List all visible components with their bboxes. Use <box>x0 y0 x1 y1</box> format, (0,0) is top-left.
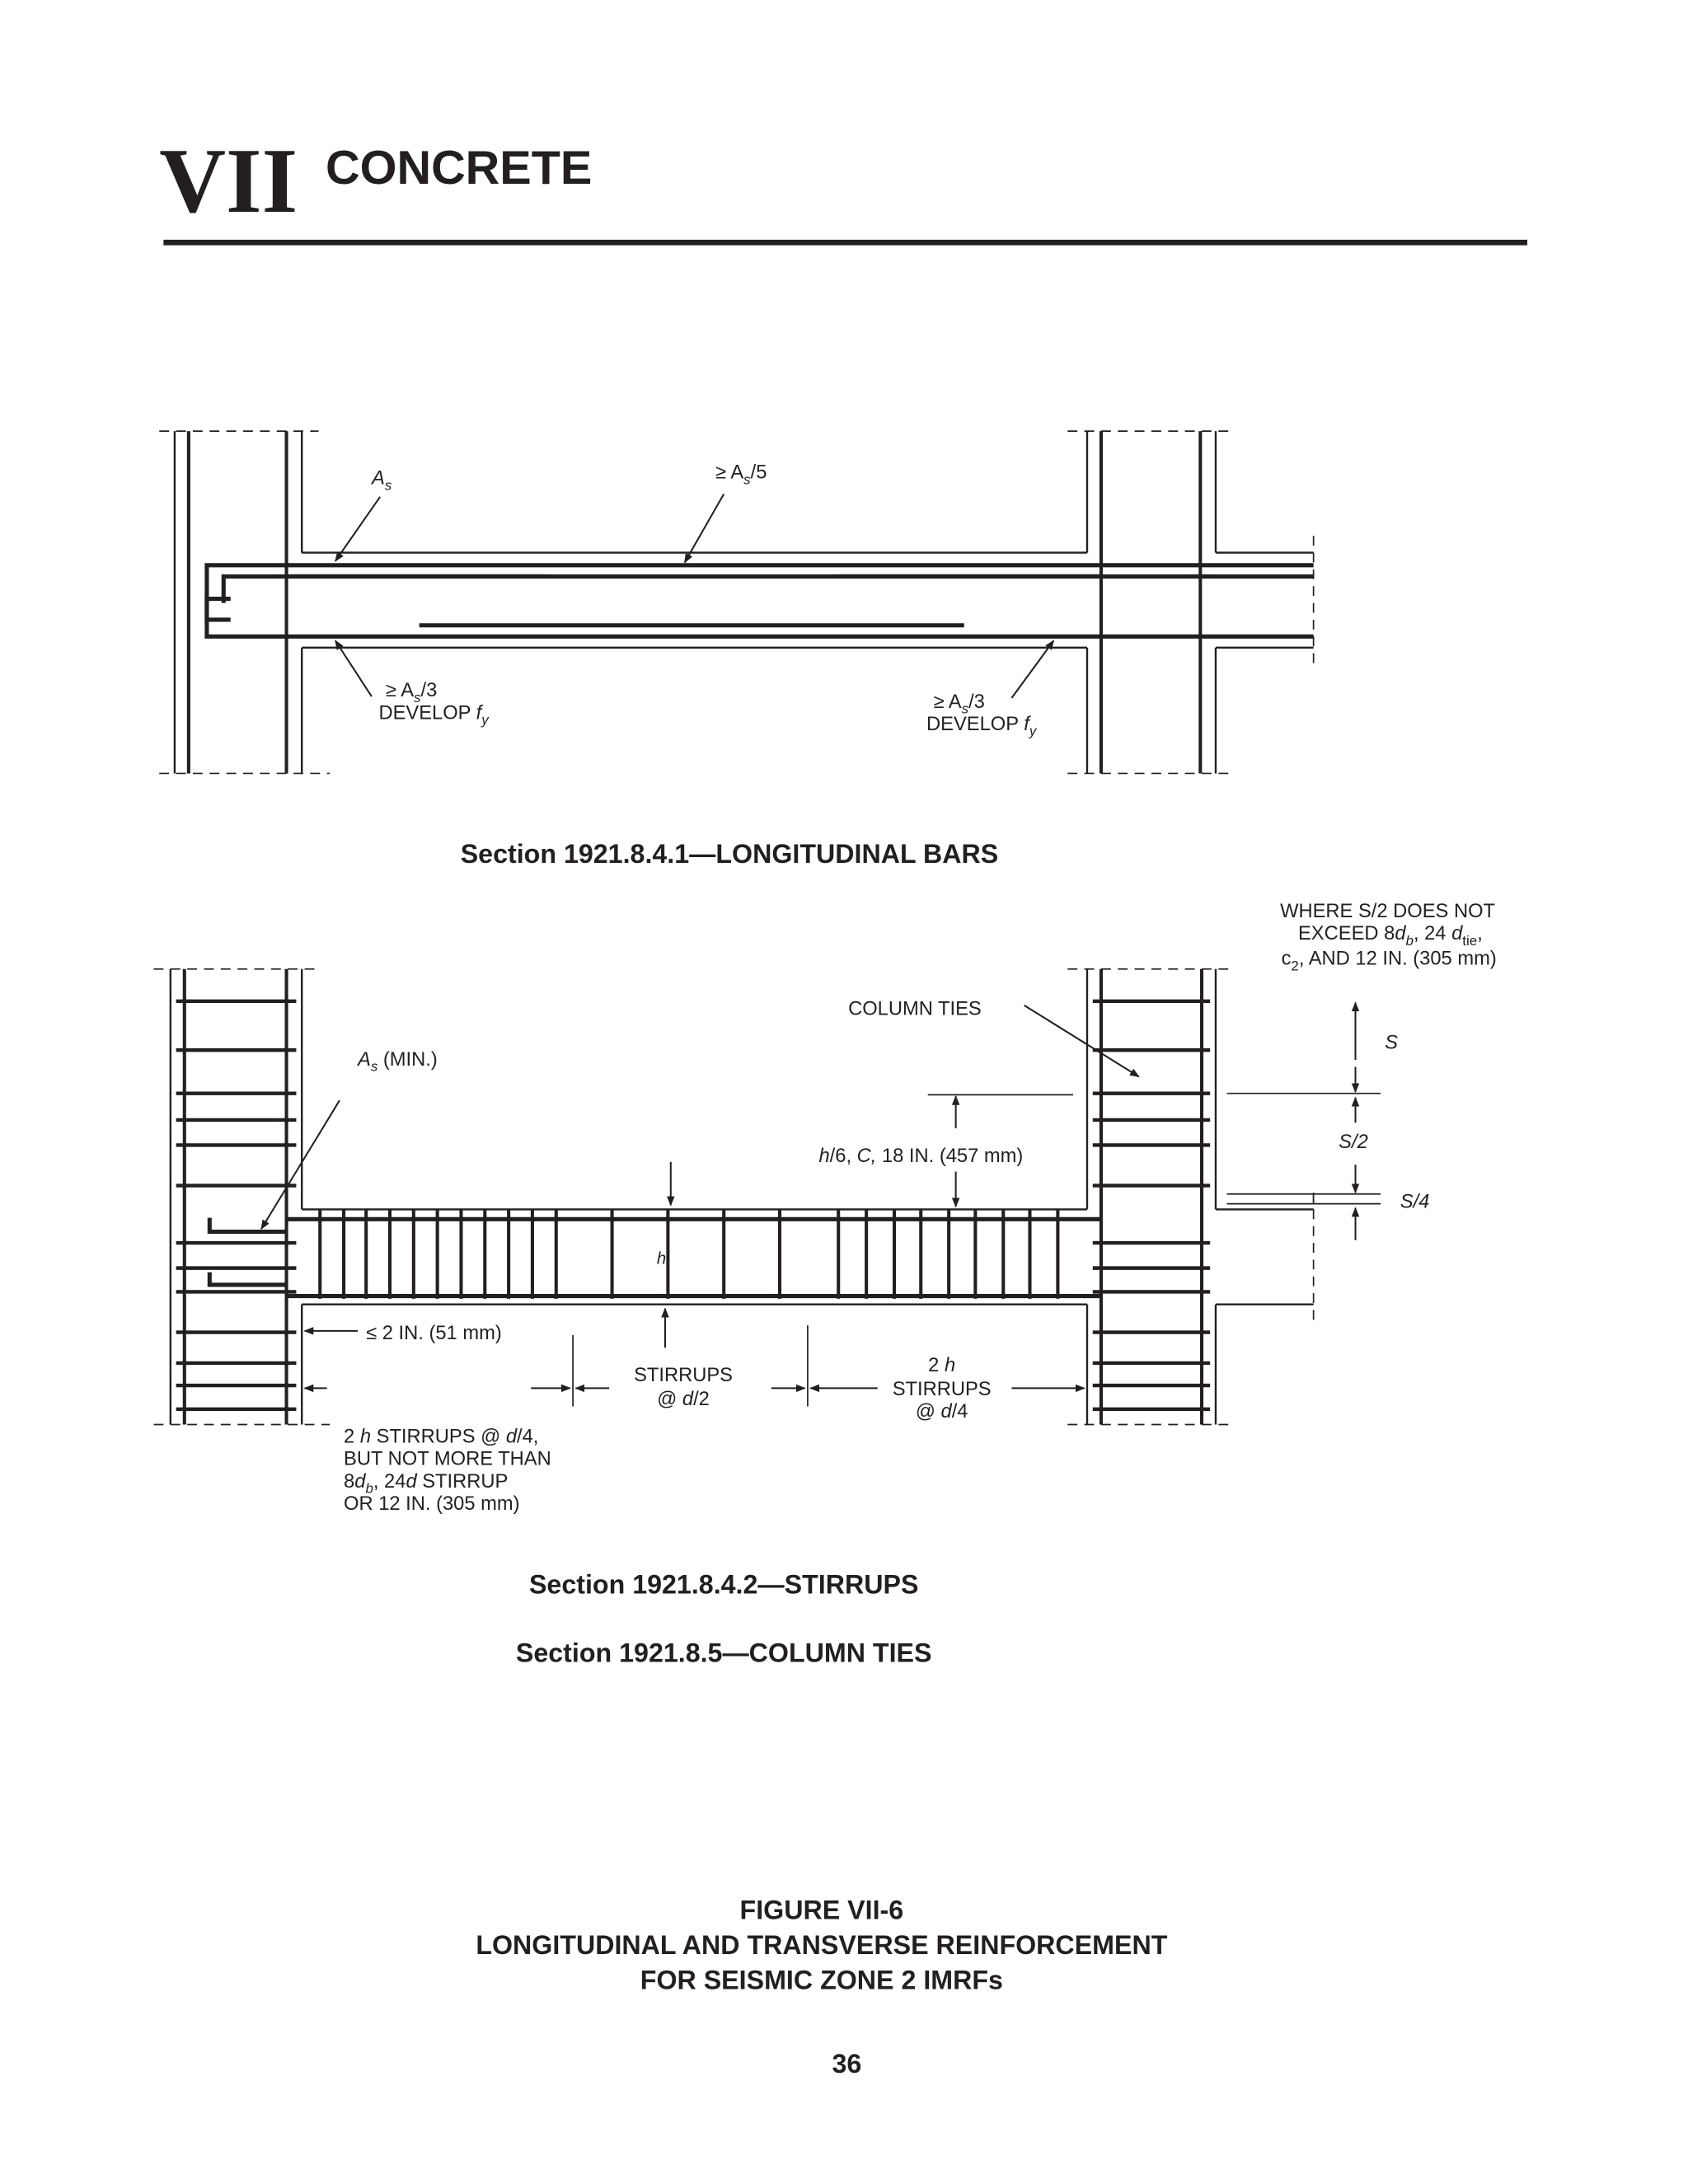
left-column-b <box>153 969 330 1425</box>
left-bottom-leader-arrow <box>335 640 372 696</box>
h-label: h <box>656 1249 667 1268</box>
le2-label: ≤ 2 IN. (51 mm) <box>366 1323 502 1345</box>
right-bottom-label-l2: DEVELOP $f_y$ <box>926 713 1037 739</box>
left-column <box>159 431 330 773</box>
left-bottom-label-l1: ≥ $A_s/3$ <box>385 680 438 705</box>
stirrups-diagram <box>153 901 1496 1668</box>
note-l3: $8d_b$, 24d STIRRUP <box>344 1470 509 1497</box>
stirrups-mid-l2: @ d/2 <box>657 1388 710 1410</box>
right-bottom-leader-arrow <box>1011 640 1053 698</box>
chapter-header <box>159 130 1527 242</box>
top-continuous-bar-inner <box>223 576 1313 602</box>
chapter-numeral: VII <box>159 129 298 232</box>
caption-column-ties: Section 1921.8.5—COLUMN TIES <box>515 1638 932 1668</box>
note-l1: 2 h STIRRUPS @ d/4, <box>344 1426 539 1448</box>
caption-stirrups: Section 1921.8.4.2—STIRRUPS <box>528 1569 919 1600</box>
where-note-l1: WHERE S/2 DOES NOT <box>1280 901 1496 923</box>
two-h-l1: 2 h <box>928 1355 956 1377</box>
longitudinal-bars-diagram <box>159 431 1313 869</box>
two-h-l3: @ d/4 <box>915 1401 968 1423</box>
where-note-l3: $c_2$, AND 12 IN. (305 mm) <box>1281 948 1497 974</box>
left-column-ties <box>176 1001 297 1409</box>
note-l4: OR 12 IN. (305 mm) <box>344 1493 520 1515</box>
note-l2: BUT NOT MORE THAN <box>344 1448 551 1470</box>
figure-number: FIGURE VII-6 <box>739 1895 904 1925</box>
s-label: S <box>1385 1032 1398 1054</box>
right-column <box>1067 431 1313 773</box>
as-label: $A_s$ <box>371 467 392 494</box>
where-note-l2: EXCEED $8d_b$, 24 $d_{tie}$, <box>1297 923 1483 949</box>
right-column-ties <box>1093 1001 1210 1409</box>
column-ties-label: COLUMN TIES <box>848 998 982 1020</box>
figure-title <box>476 1896 1167 1995</box>
beam-stirrups <box>320 1209 1057 1299</box>
top-labels <box>335 462 1053 739</box>
right-bottom-label-l1: ≥ $A_s/3$ <box>933 691 985 717</box>
hooked-bar-top <box>209 1218 286 1232</box>
longitudinal-bars <box>207 565 1314 636</box>
beam-b <box>209 1209 1101 1304</box>
s4-label: S/4 <box>1400 1191 1430 1213</box>
as5-label: ≥ $A_s/5$ <box>715 462 767 488</box>
chapter-title: CONCRETE <box>326 142 593 195</box>
page-number: 36 <box>832 2049 862 2079</box>
column-ties-arrow <box>1025 1005 1139 1076</box>
top-continuous-bar-outer <box>207 565 1314 620</box>
as-min-label: $A_s$ (MIN.) <box>358 1048 438 1075</box>
stirrup-labels <box>261 901 1497 1515</box>
stirrups-mid-l1: STIRRUPS <box>634 1364 734 1386</box>
right-column-b <box>1067 969 1313 1425</box>
left-bottom-label-l2: DEVELOP $f_y$ <box>378 702 489 729</box>
two-h-l2: STIRRUPS <box>892 1378 992 1400</box>
h6-label: h/6, C, 18 IN. (457 mm) <box>818 1145 1024 1167</box>
as-leader-arrow <box>335 497 380 561</box>
bottom-continuous-bar <box>207 599 1314 637</box>
hooked-bar-bottom <box>209 1272 286 1285</box>
caption-longitudinal-bars: Section 1921.8.4.1—LONGITUDINAL BARS <box>460 838 999 869</box>
s2-label: S/2 <box>1339 1131 1368 1153</box>
figure-title-l1: LONGITUDINAL AND TRANSVERSE REINFORCEMENT <box>476 1930 1168 1961</box>
figure-title-l2: FOR SEISMIC ZONE 2 IMRFs <box>640 1965 1003 1995</box>
